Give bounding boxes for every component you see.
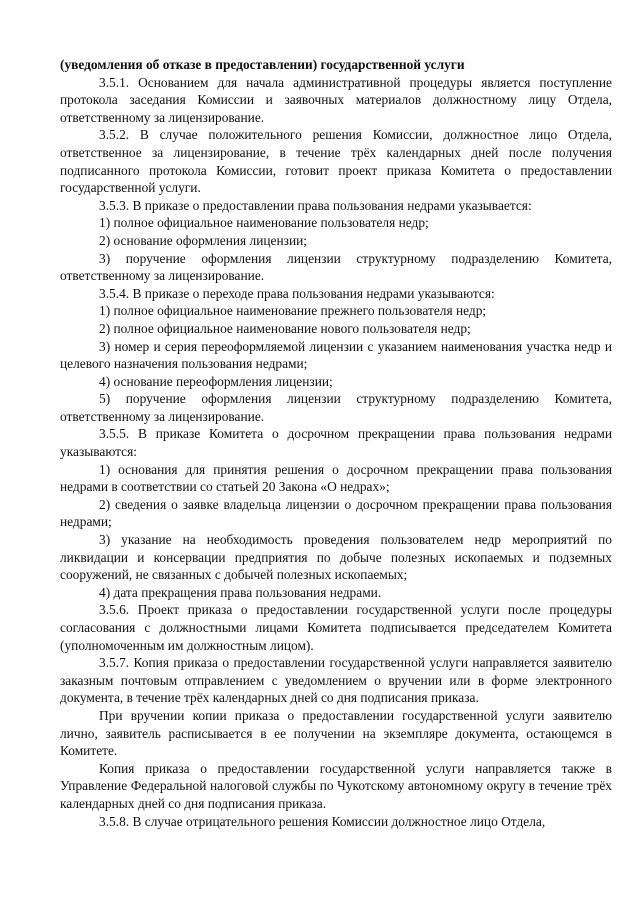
paragraph-3-5-6: 3.5.6. Проект приказа о предоставлении государственной услуги после процедуры согласования с должностными лицами Комитета подписывается председателем Комитета (уполномоченным им должностным лицом). <box>60 602 612 653</box>
paragraph-3-5-7-delivery: При вручении копии приказа о предоставлении государственной услуги заявителю лично, заявитель расписывается в ее получении на экземпляре документа, остающемся в Комитете. <box>60 707 612 759</box>
list-item-3-5-5-3: 3) указание на необходимость проведения пользователем недр мероприятий по ликвидации и консервации предприятия по добыче полезных ископаемых и подземных сооружений, не связанных с добычей полезных ископаемых; <box>60 532 612 583</box>
list-item-3-5-4-3: 3) номер и серия переоформляемой лицензии с указанием наименования участка недр и целевого назначения пользования недрами; <box>60 338 612 372</box>
list-item-3-5-3-2: 2) основание оформления лицензии; <box>99 232 308 248</box>
paragraph-3-5-2: 3.5.2. В случае положительного решения Комиссии, должностное лицо Отдела, ответственное за лицензирование, в течение трёх календарных дней после получения подписанного протокола Комиссии, готовит проект приказа Комитета о предоставлении государственной услуги. <box>60 127 612 196</box>
paragraph-3-5-7: 3.5.7. Копия приказа о предоставлении государственной услуги направляется заявителю заказным почтовым отправлением с уведомлением о вручении или в форме электронного документа, в течение трёх календарных дней со дня подписания приказа. <box>60 655 612 706</box>
paragraph-3-5-5: 3.5.5. В приказе Комитета о досрочном прекращении права пользования недрами указываются: <box>60 426 612 460</box>
section-heading-continuation: (уведомления об отказе в предоставлении) государственной услуги <box>60 57 465 72</box>
list-item-3-5-4-5: 5) поручение оформления лицензии структурному подразделению Комитета, ответственному за лицензирование. <box>60 391 612 424</box>
paragraph-3-5-1: 3.5.1. Основанием для начала административной процедуры является поступление протокола заседания Комиссии и заявочных материалов должностному лицу Отдела, ответственному за лицензирование. <box>60 74 612 125</box>
list-item-3-5-5-4: 4) дата прекращения права пользования недрами. <box>99 584 382 600</box>
paragraph-3-5-7-tax-copy: Копия приказа о предоставлении государственной услуги направляется также в Управление Федеральной налоговой службы по Чукотскому автономному округу в течение трёх календарных дней со дня подписания приказа. <box>60 760 612 811</box>
list-item-3-5-4-4: 4) основание переоформления лицензии; <box>99 373 333 389</box>
list-item-3-5-5-1: 1) основания для принятия решения о досрочном прекращении права пользования недрами в соответствии со статьей 20 Закона «О недрах»; <box>60 461 612 495</box>
list-item-3-5-3-1: 1) полное официальное наименование пользователя недр; <box>99 215 429 231</box>
document-page <box>60 56 612 830</box>
list-item-3-5-4-2: 2) полное официальное наименование нового пользователя недр; <box>99 320 471 336</box>
list-item-3-5-3-3: 3) поручение оформления лицензии структурному подразделению Комитета, ответственному за лицензирование. <box>60 250 612 284</box>
paragraph-3-5-8: 3.5.8. В случае отрицательного решения Комиссии должностное лицо Отдела, <box>99 813 546 829</box>
paragraph-3-5-3: 3.5.3. В приказе о предоставлении права пользования недрами указывается: <box>99 197 532 213</box>
list-item-3-5-5-2: 2) сведения о заявке владельца лицензии о досрочном прекращении права пользования недрами; <box>60 496 612 530</box>
list-item-3-5-4-1: 1) полное официальное наименование прежнего пользователя недр; <box>99 303 487 319</box>
paragraph-3-5-4: 3.5.4. В приказе о переходе права пользования недрами указываются: <box>99 285 495 301</box>
